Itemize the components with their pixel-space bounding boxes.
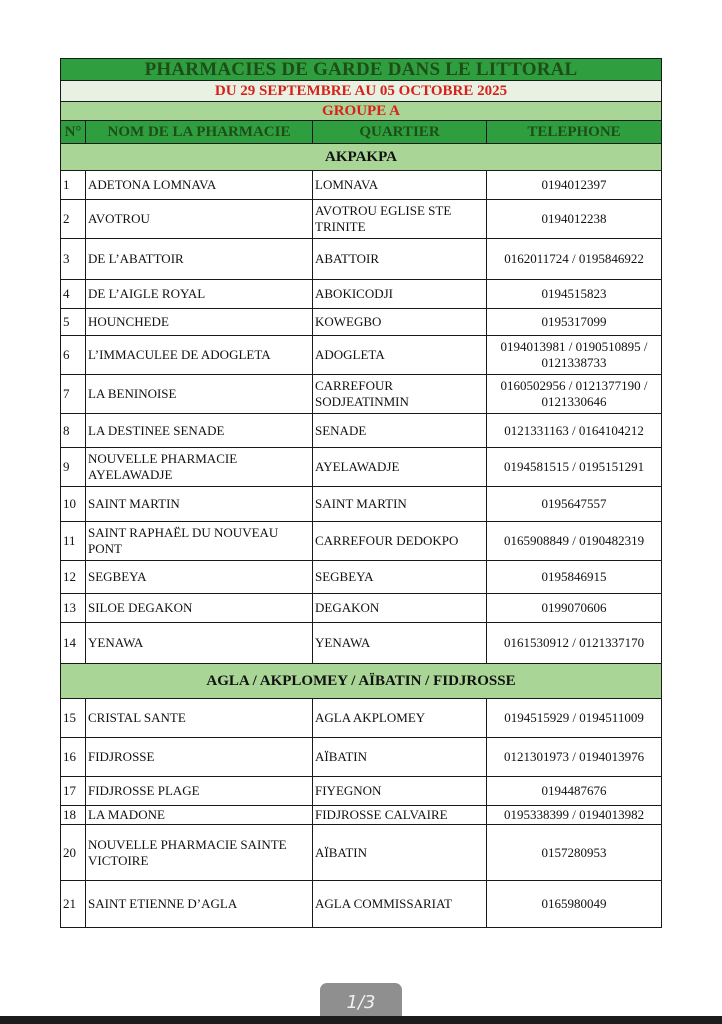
pharmacy-name: SEGBEYA xyxy=(86,561,313,594)
table-row xyxy=(61,448,662,487)
table-row xyxy=(61,171,662,200)
telephone-number: 0194515823 xyxy=(487,280,662,309)
telephone-number: 0199070606 xyxy=(487,594,662,623)
pharmacy-name: LA MADONE xyxy=(86,806,313,825)
column-header-name: NOM DE LA PHARMACIE xyxy=(86,121,313,144)
telephone-number: 0194515929 / 0194511009 xyxy=(487,699,662,738)
quartier-name: YENAWA xyxy=(313,623,487,664)
quartier-name: AVOTROU EGLISE STE TRINITE xyxy=(313,200,487,239)
quartier-name: SENADE xyxy=(313,414,487,448)
pharmacy-name: DE L’AIGLE ROYAL xyxy=(86,280,313,309)
row-number: 4 xyxy=(61,280,86,309)
telephone-number: 0195317099 xyxy=(487,309,662,336)
page-indicator: 1/3 xyxy=(320,983,402,1023)
pharmacy-name: ADETONA LOMNAVA xyxy=(86,171,313,200)
group-label: GROUPE A xyxy=(61,102,662,121)
pharmacy-name: LA DESTINEE SENADE xyxy=(86,414,313,448)
quartier-name: ADOGLETA xyxy=(313,336,487,375)
quartier-name: CARREFOUR DEDOKPO xyxy=(313,522,487,561)
telephone-number: 0157280953 xyxy=(487,825,662,881)
quartier-name: AÏBATIN xyxy=(313,825,487,881)
pharmacy-name: FIDJROSSE PLAGE xyxy=(86,777,313,806)
row-number: 10 xyxy=(61,487,86,522)
row-number: 12 xyxy=(61,561,86,594)
table-row xyxy=(61,561,662,594)
quartier-name: AGLA AKPLOMEY xyxy=(313,699,487,738)
telephone-number: 0194012238 xyxy=(487,200,662,239)
quartier-name: FIDJROSSE CALVAIRE xyxy=(313,806,487,825)
quartier-name: DEGAKON xyxy=(313,594,487,623)
table-row xyxy=(61,806,662,825)
pharmacy-table xyxy=(60,58,662,928)
row-number: 9 xyxy=(61,448,86,487)
column-header-telephone: TELEPHONE xyxy=(487,121,662,144)
quartier-name: FIYEGNON xyxy=(313,777,487,806)
row-number: 21 xyxy=(61,881,86,928)
row-number: 13 xyxy=(61,594,86,623)
row-number: 11 xyxy=(61,522,86,561)
row-number: 18 xyxy=(61,806,86,825)
viewer-bottom-bar xyxy=(0,1016,722,1024)
pharmacy-name: HOUNCHEDE xyxy=(86,309,313,336)
table-row xyxy=(61,522,662,561)
section-title: AKPAKPA xyxy=(61,144,662,171)
quartier-name: AGLA COMMISSARIAT xyxy=(313,881,487,928)
pharmacy-name: SAINT MARTIN xyxy=(86,487,313,522)
section-row xyxy=(61,664,662,699)
telephone-number: 0195338399 / 0194013982 xyxy=(487,806,662,825)
pharmacy-name: AVOTROU xyxy=(86,200,313,239)
quartier-name: SEGBEYA xyxy=(313,561,487,594)
telephone-number: 0161530912 / 0121337170 xyxy=(487,623,662,664)
column-header-row xyxy=(61,121,662,144)
row-number: 5 xyxy=(61,309,86,336)
table-row xyxy=(61,280,662,309)
table-row xyxy=(61,594,662,623)
section-title: AGLA / AKPLOMEY / AÏBATIN / FIDJROSSE xyxy=(61,664,662,699)
pharmacy-name: YENAWA xyxy=(86,623,313,664)
telephone-number: 0165980049 xyxy=(487,881,662,928)
row-number: 1 xyxy=(61,171,86,200)
quartier-name: CARREFOUR SODJEATINMIN xyxy=(313,375,487,414)
table-row xyxy=(61,309,662,336)
telephone-number: 0195647557 xyxy=(487,487,662,522)
telephone-number: 0121331163 / 0164104212 xyxy=(487,414,662,448)
pharmacy-name: NOUVELLE PHARMACIE SAINTE VICTOIRE xyxy=(86,825,313,881)
row-number: 17 xyxy=(61,777,86,806)
pharmacy-name: SILOE DEGAKON xyxy=(86,594,313,623)
column-header-quartier: QUARTIER xyxy=(313,121,487,144)
pharmacy-name: SAINT ETIENNE D’AGLA xyxy=(86,881,313,928)
telephone-number: 0160502956 / 0121377190 / 0121330646 xyxy=(487,375,662,414)
table-row xyxy=(61,825,662,881)
table-row xyxy=(61,200,662,239)
row-number: 3 xyxy=(61,239,86,280)
telephone-number: 0194581515 / 0195151291 xyxy=(487,448,662,487)
quartier-name: ABATTOIR xyxy=(313,239,487,280)
quartier-name: AYELAWADJE xyxy=(313,448,487,487)
table-row xyxy=(61,375,662,414)
row-number: 14 xyxy=(61,623,86,664)
pharmacy-name: SAINT RAPHAËL DU NOUVEAU PONT xyxy=(86,522,313,561)
telephone-number: 0194012397 xyxy=(487,171,662,200)
table-row xyxy=(61,777,662,806)
telephone-number: 0121301973 / 0194013976 xyxy=(487,738,662,777)
quartier-name: KOWEGBO xyxy=(313,309,487,336)
row-number: 20 xyxy=(61,825,86,881)
telephone-number: 0162011724 / 0195846922 xyxy=(487,239,662,280)
row-number: 15 xyxy=(61,699,86,738)
table-row xyxy=(61,487,662,522)
quartier-name: SAINT MARTIN xyxy=(313,487,487,522)
pharmacy-name: CRISTAL SANTE xyxy=(86,699,313,738)
pharmacy-name: FIDJROSSE xyxy=(86,738,313,777)
telephone-number: 0194013981 / 0190510895 / 0121338733 xyxy=(487,336,662,375)
table-row xyxy=(61,738,662,777)
period-label: DU 29 SEPTEMBRE AU 05 OCTOBRE 2025 xyxy=(61,81,662,102)
row-number: 16 xyxy=(61,738,86,777)
table-row xyxy=(61,414,662,448)
table-row xyxy=(61,336,662,375)
pharmacy-name: NOUVELLE PHARMACIE AYELAWADJE xyxy=(86,448,313,487)
telephone-number: 0195846915 xyxy=(487,561,662,594)
row-number: 6 xyxy=(61,336,86,375)
row-number: 8 xyxy=(61,414,86,448)
quartier-name: AÏBATIN xyxy=(313,738,487,777)
table-row xyxy=(61,239,662,280)
row-number: 7 xyxy=(61,375,86,414)
pharmacy-name: LA BENINOISE xyxy=(86,375,313,414)
pharmacy-name: L’IMMACULEE DE ADOGLETA xyxy=(86,336,313,375)
table-row xyxy=(61,699,662,738)
quartier-name: ABOKICODJI xyxy=(313,280,487,309)
table-row xyxy=(61,881,662,928)
telephone-number: 0165908849 / 0190482319 xyxy=(487,522,662,561)
section-row xyxy=(61,144,662,171)
pharmacy-name: DE L’ABATTOIR xyxy=(86,239,313,280)
column-header-number: N° xyxy=(61,121,86,144)
table-row xyxy=(61,623,662,664)
document-title: PHARMACIES DE GARDE DANS LE LITTORAL xyxy=(61,59,662,81)
quartier-name: LOMNAVA xyxy=(313,171,487,200)
telephone-number: 0194487676 xyxy=(487,777,662,806)
row-number: 2 xyxy=(61,200,86,239)
